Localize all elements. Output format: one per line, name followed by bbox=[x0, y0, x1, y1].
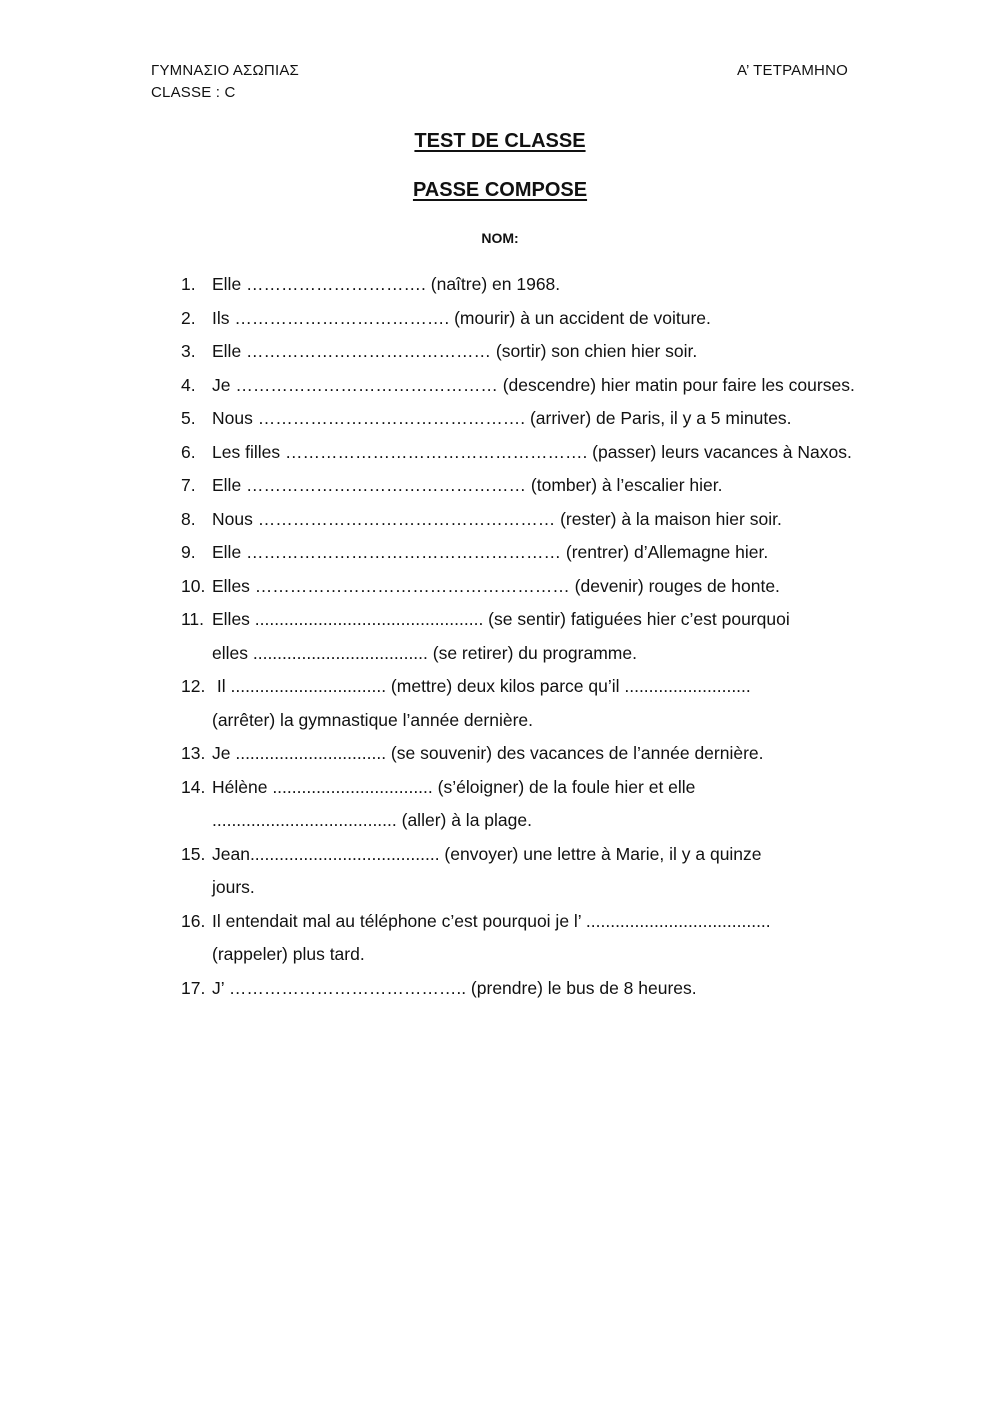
exercise-number: 9. bbox=[181, 542, 196, 562]
exercise-number bbox=[181, 704, 212, 738]
exercise-text: Elle …………………………………… (sortir) son chien hier soir. bbox=[212, 341, 698, 361]
exercise-number: 10. bbox=[181, 575, 206, 596]
exercise-text: Hélène ................................. (s’éloigner) de la foule hier et elle bbox=[212, 776, 696, 797]
exercise-number bbox=[181, 637, 212, 671]
exercise-item bbox=[181, 771, 871, 805]
exercise-item bbox=[181, 503, 871, 537]
exercise-text: (rappeler) plus tard. bbox=[212, 944, 365, 964]
exercise-text: Je ............................... (se souvenir) des vacances de l’année dernière. bbox=[212, 743, 764, 763]
exercise-item bbox=[181, 570, 871, 604]
exercise-number: 7. bbox=[181, 475, 196, 495]
exercise-item bbox=[181, 335, 871, 369]
exercise-text: Nous ………………………………………. (arriver) de Paris, il y a 5 minutes. bbox=[212, 408, 792, 428]
school-name: ΓΥΜΝΑΣΙΟ ΑΣΩΠΙΑΣ bbox=[151, 62, 300, 79]
exercise-item bbox=[181, 402, 871, 436]
exercise-text: Les filles ……………………………………………. (passer) leurs vacances à Naxos. bbox=[212, 441, 852, 462]
class-label: CLASSE : C bbox=[151, 84, 236, 101]
exercise-number: 12. bbox=[181, 676, 206, 696]
exercise-text: Nous …………………………………………… (rester) à la maison hier soir. bbox=[212, 508, 782, 529]
exercise-item-continuation bbox=[181, 704, 871, 738]
exercise-number: 1. bbox=[181, 274, 196, 294]
exercise-number: 15. bbox=[181, 843, 206, 864]
exercise-text: Elles ............................................... (se sentir) fatiguées hier c’est pourquoi bbox=[212, 609, 790, 629]
exercise-text: Elle …………………………. (naître) en 1968. bbox=[212, 274, 561, 294]
exercise-text: Ils ………………………………. (mourir) à un accident de voiture. bbox=[212, 307, 711, 328]
exercise-number: 8. bbox=[181, 508, 196, 529]
exercise-text: Elle ………………………………………… (tomber) à l’escalier hier. bbox=[212, 475, 723, 495]
exercise-item bbox=[181, 369, 871, 403]
exercise-text: Elles ……………………………………………… (devenir) rouges de honte. bbox=[212, 575, 780, 596]
header-left bbox=[151, 60, 299, 104]
exercise-number: 16. bbox=[181, 910, 206, 931]
page-title: TEST DE CLASSE bbox=[414, 130, 586, 152]
exercise-list bbox=[181, 268, 871, 1005]
exercise-item-continuation bbox=[181, 938, 871, 972]
exercise-item bbox=[181, 436, 871, 470]
exercise-text: J’ ………………………………….. (prendre) le bus de 8 heures. bbox=[212, 977, 697, 998]
exercise-text: Jean....................................... (envoyer) une lettre à Marie, il y a quinze bbox=[212, 843, 762, 864]
exercise-number: 4. bbox=[181, 374, 196, 395]
exercise-item bbox=[181, 469, 871, 503]
exercise-number: 11. bbox=[181, 609, 205, 629]
exercise-text: (arrêter) la gymnastique l’année dernière. bbox=[212, 709, 533, 730]
exercise-item-continuation bbox=[181, 637, 871, 671]
exercise-item bbox=[181, 670, 871, 704]
exercise-text: elles .................................... (se retirer) du programme. bbox=[212, 642, 637, 663]
exercise-item bbox=[181, 536, 871, 570]
exercise-text: Il ................................ (mettre) deux kilos parce qu’il .......................... bbox=[212, 676, 751, 696]
exercise-number: 5. bbox=[181, 408, 196, 428]
exercise-item-continuation bbox=[181, 871, 871, 905]
exercise-text: ...................................... (aller) à la plage. bbox=[212, 810, 532, 830]
exercise-text: Il entendait mal au téléphone c’est pourquoi je l’ ...................................... bbox=[212, 910, 771, 931]
exercise-item-continuation bbox=[181, 804, 871, 838]
exercise-item bbox=[181, 603, 871, 637]
exercise-number bbox=[181, 871, 212, 905]
exercise-number: 14. bbox=[181, 776, 206, 797]
exercise-item bbox=[181, 838, 871, 872]
name-label: NOM: bbox=[481, 230, 519, 246]
exercise-number: 2. bbox=[181, 307, 196, 328]
page-subtitle: PASSE COMPOSE bbox=[412, 179, 588, 201]
exercise-item bbox=[181, 972, 871, 1006]
exercise-text: jours. bbox=[212, 877, 255, 897]
exercise-text: Elle ……………………………………………… (rentrer) d’Allemagne hier. bbox=[212, 542, 769, 562]
exercise-number: 13. bbox=[181, 743, 206, 763]
term-label: Α’ ΤΕΤΡΑΜΗΝΟ bbox=[736, 62, 848, 79]
exercise-text: Je ……………………………………… (descendre) hier matin pour faire les courses. bbox=[212, 374, 855, 395]
exercise-number bbox=[181, 804, 212, 838]
exercise-number: 6. bbox=[181, 441, 196, 462]
exercise-number bbox=[181, 938, 212, 972]
exercise-item bbox=[181, 302, 871, 336]
exercise-item bbox=[181, 737, 871, 771]
exercise-item bbox=[181, 268, 871, 302]
exercise-number: 17. bbox=[181, 977, 206, 998]
exercise-item bbox=[181, 905, 871, 939]
exercise-number: 3. bbox=[181, 341, 196, 361]
